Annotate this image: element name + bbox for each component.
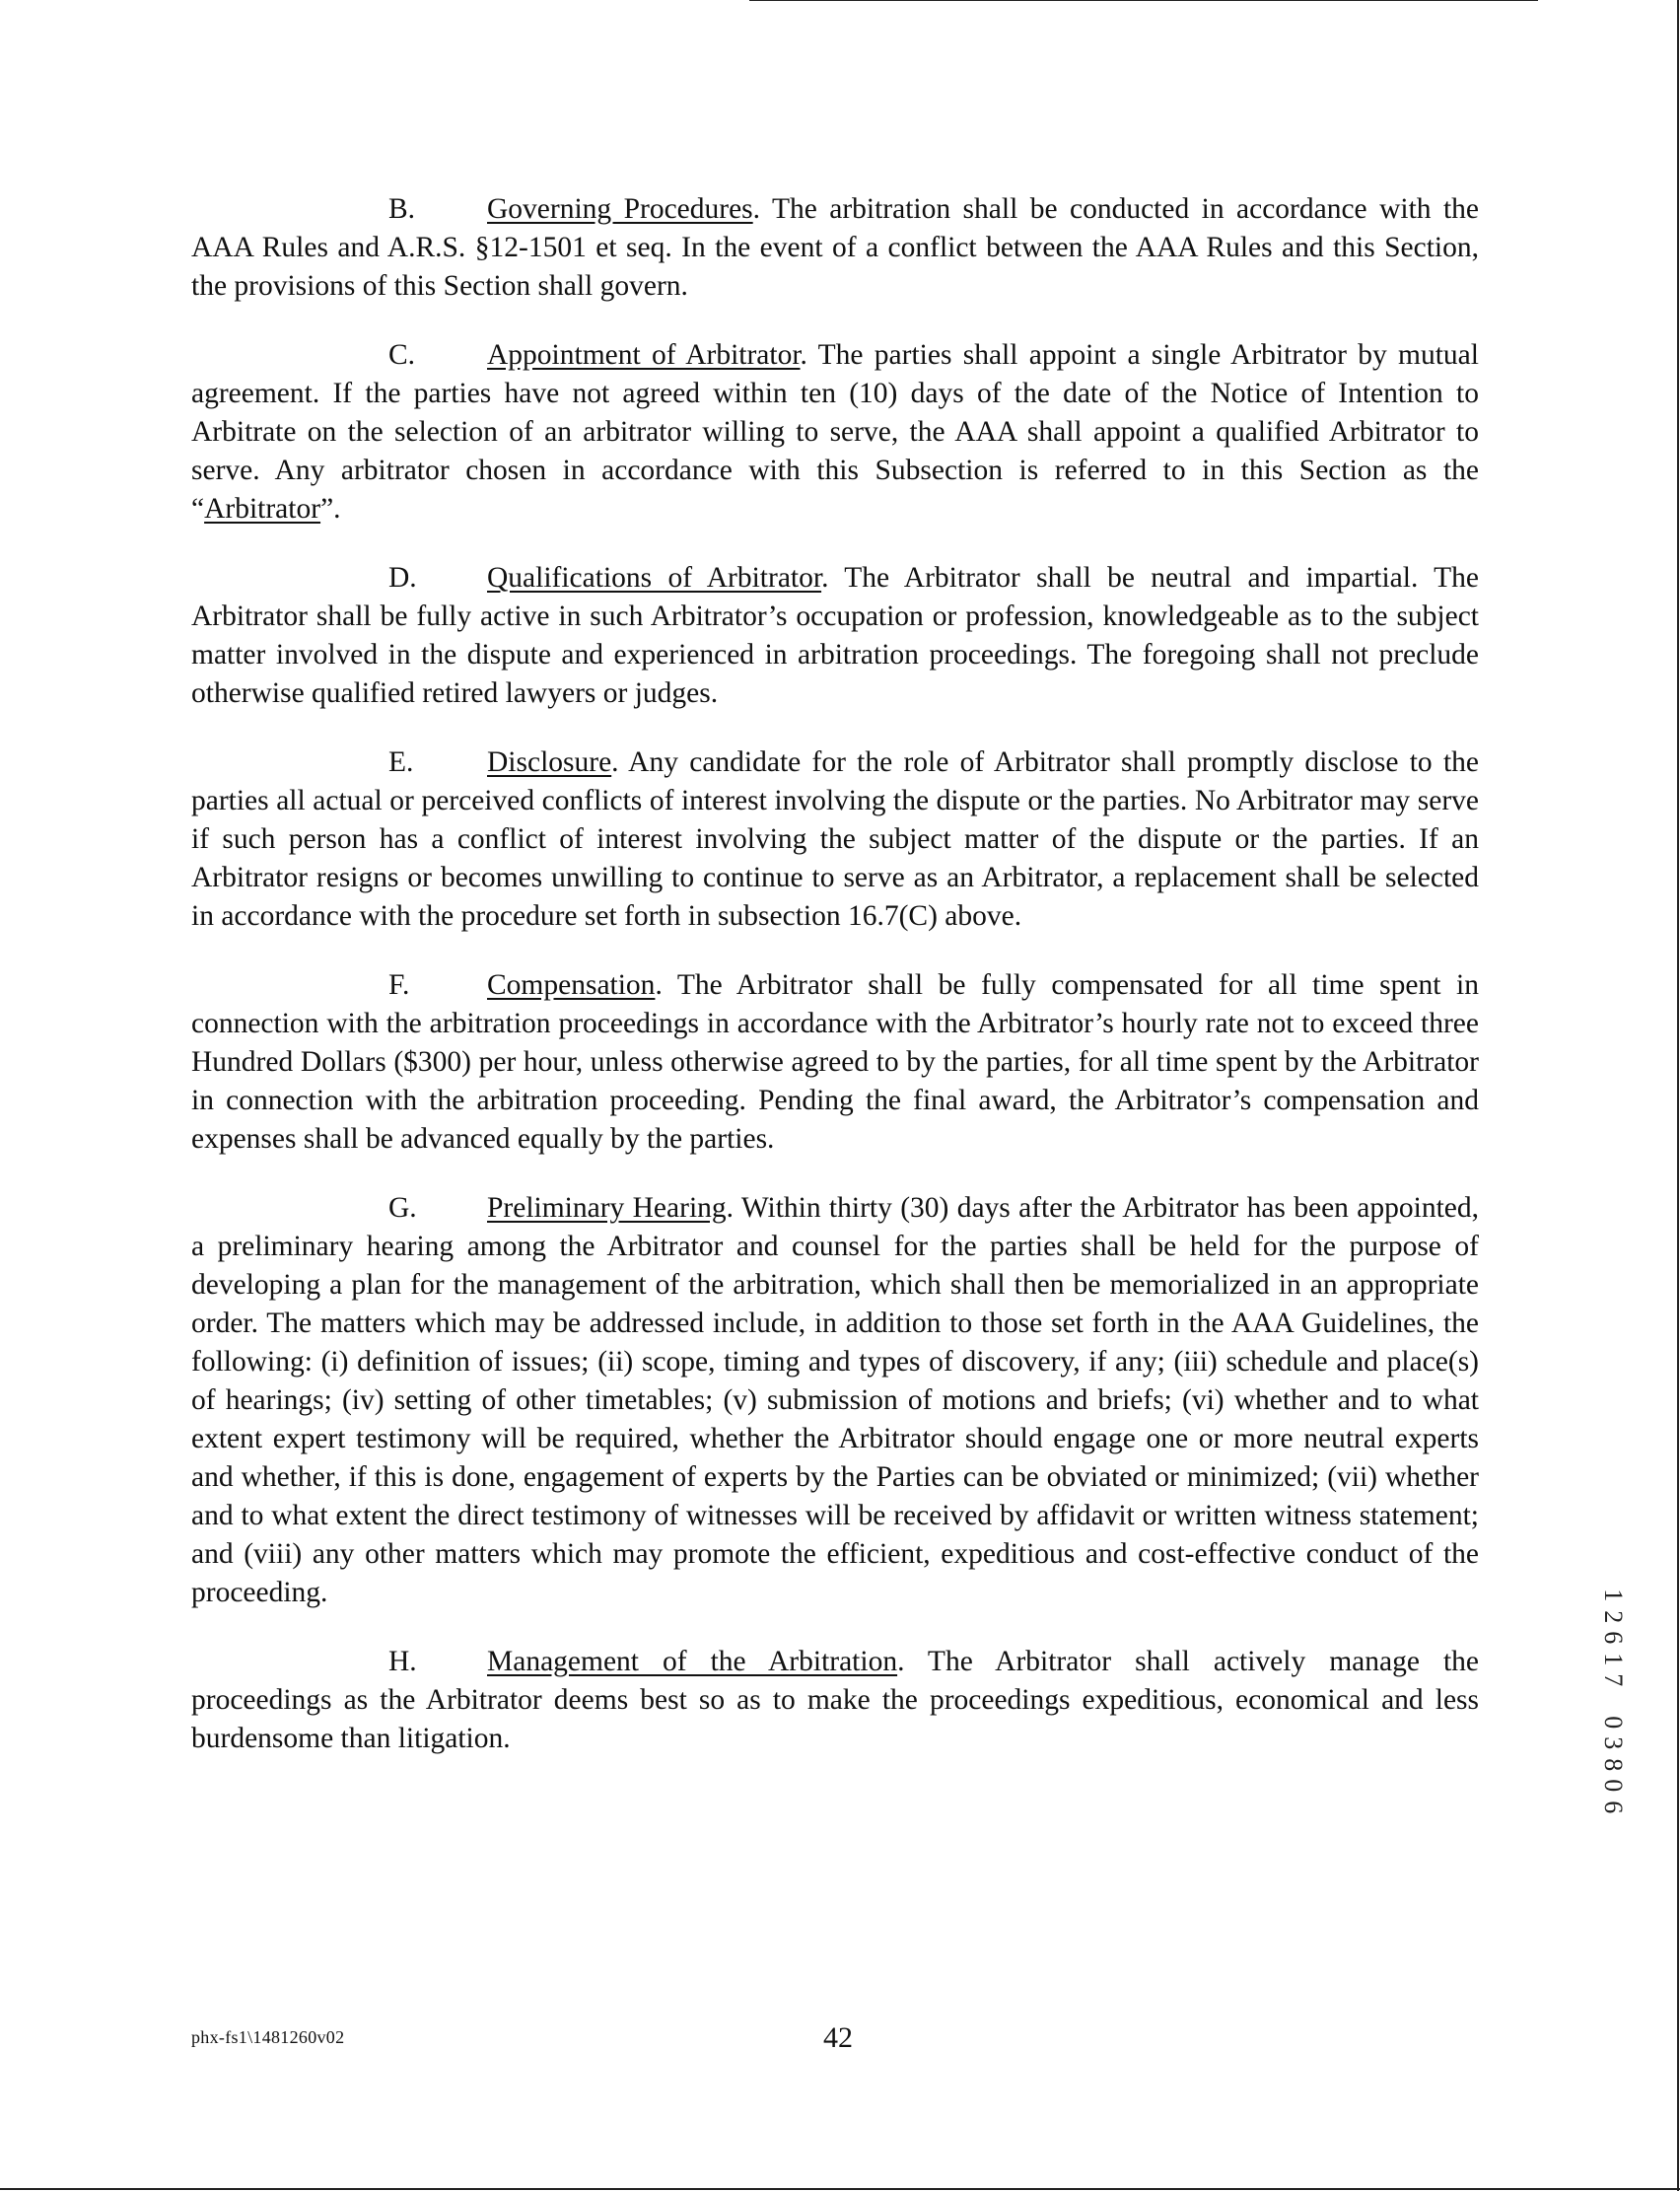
bates-digit: 2 — [1598, 1609, 1628, 1623]
section-text: . Within thirty (30) days after the Arbitrator has been appointed, a preliminary hearing among the Arbitrator and counsel for the parties shall be held for the purpose of developing a plan for the management of the arbitration, which shall then be memorialized in an appropriate order. The matters which may be addressed include, in addition to those set forth in the AAA Guidelines, the following: (i) definition of issues; (ii) scope, timing and types of discovery, if any; (iii) schedule and place(s) of hearings; (iv) setting of other timetables; (v) submission of motions and briefs; (vi) whether and to what extent expert testimony will be required, whether the Arbitrator should engage one or more neutral experts and whether, if this is done, engagement of experts by the Parties can be obviated or minimized; (vii) whether and to what extent the direct testimony of witnesses will be received by affidavit or written witness statement; and (viii) any other matters which may promote the efficient, expeditious and cost-effective conduct of the proceeding. — [191, 1192, 1479, 1608]
section-heading: Management of the Arbitration — [487, 1646, 898, 1677]
section-text: . The Arbitrator shall be fully compensated for all time spent in connection with the arbitration proceedings in accordance with the Arbitrator’s hourly rate not to exceed three Hundred Dollars ($300) per hour, unless otherwise agreed to by the parties, for all time spent by the Arbitrator in connection with the arbitration proceeding. Pending the final award, the Arbitrator’s compensation and expenses shall be advanced equally by the parties. — [191, 969, 1479, 1155]
bates-digit: 7 — [1598, 1673, 1628, 1687]
section-heading: Governing Procedures — [487, 193, 753, 225]
scan-edge-bottom — [0, 2188, 1680, 2190]
section-text: . The arbitration shall be conducted in accordance with the AAA Rules and A.R.S. §12-1501 et seq. In the event of a conflict between the AAA Rules and this Section, the provisions of this Section shall govern. — [191, 193, 1479, 302]
bates-stamp — [1597, 1585, 1629, 1817]
section-g — [191, 1189, 1479, 1612]
page-number: 42 — [823, 2021, 853, 2054]
bates-digit: 0 — [1598, 1715, 1628, 1729]
section-c — [191, 336, 1479, 529]
bates-digit: 6 — [1598, 1631, 1628, 1645]
scan-edge-top — [749, 0, 1538, 1]
section-letter: E. — [388, 746, 414, 778]
section-b — [191, 190, 1479, 306]
section-text-tail: ”. — [320, 493, 341, 525]
section-heading: Qualifications of Arbitrator — [487, 562, 822, 594]
section-letter: H. — [388, 1646, 417, 1677]
section-letter: B. — [388, 193, 416, 225]
section-heading: Disclosure — [487, 746, 612, 778]
section-h — [191, 1643, 1479, 1758]
section-letter: G. — [388, 1192, 417, 1224]
section-d — [191, 559, 1479, 713]
section-text: . The Arbitrator shall be neutral and impartial. The Arbitrator shall be fully active in such Arbitrator’s occupation or profession, knowledgeable as to the subject matter involved in the dispute and experienced in arbitration proceedings. The foregoing shall not preclude otherwise qualified retired lawyers or judges. — [191, 562, 1479, 709]
section-text: . The Arbitrator shall actively manage the proceedings as the Arbitrator deems best so as to make the proceedings expeditious, economical and less burdensome than litigation. — [191, 1646, 1479, 1754]
document-id: phx-fs1\1481260v02 — [191, 2027, 345, 2047]
section-text: . The parties shall appoint a single Arbitrator by mutual agreement. If the parties have not agreed within ten (10) days of the date of the Notice of Intention to Arbitrate on the selection of an arbitrator willing to serve, the AAA shall appoint a qualified Arbitrator to serve. Any arbitrator chosen in accordance with this Subsection is referred to in this Section as the “ — [191, 339, 1479, 525]
defined-term: Arbitrator — [204, 493, 321, 525]
section-letter: D. — [388, 562, 417, 594]
section-text: . Any candidate for the role of Arbitrator shall promptly disclose to the parties all actual or perceived conflicts of interest involving the dispute or the parties. No Arbitrator may serve if such person has a conflict of interest involving the subject matter of the dispute or the parties. If an Arbitrator resigns or becomes unwilling to continue to serve as an Arbitrator, a replacement shall be selected in accordance with the procedure set forth in subsection 16.7(C) above. — [191, 746, 1479, 932]
section-letter: C. — [388, 339, 416, 371]
body-text — [191, 190, 1479, 1789]
section-f — [191, 966, 1479, 1159]
section-heading: Compensation — [487, 969, 656, 1001]
bates-digit: 1 — [1598, 1652, 1628, 1665]
scan-edge-right — [1677, 0, 1679, 2191]
bates-digit: 1 — [1598, 1589, 1628, 1602]
bates-digit: 3 — [1598, 1736, 1628, 1750]
section-heading: Preliminary Hearing — [487, 1192, 727, 1224]
section-heading: Appointment of Arbitrator — [487, 339, 801, 371]
bates-digit: 0 — [1598, 1779, 1628, 1793]
section-e — [191, 743, 1479, 936]
bates-digit: 8 — [1598, 1757, 1628, 1771]
section-letter: F. — [388, 969, 410, 1001]
bates-digit: 6 — [1598, 1800, 1628, 1813]
